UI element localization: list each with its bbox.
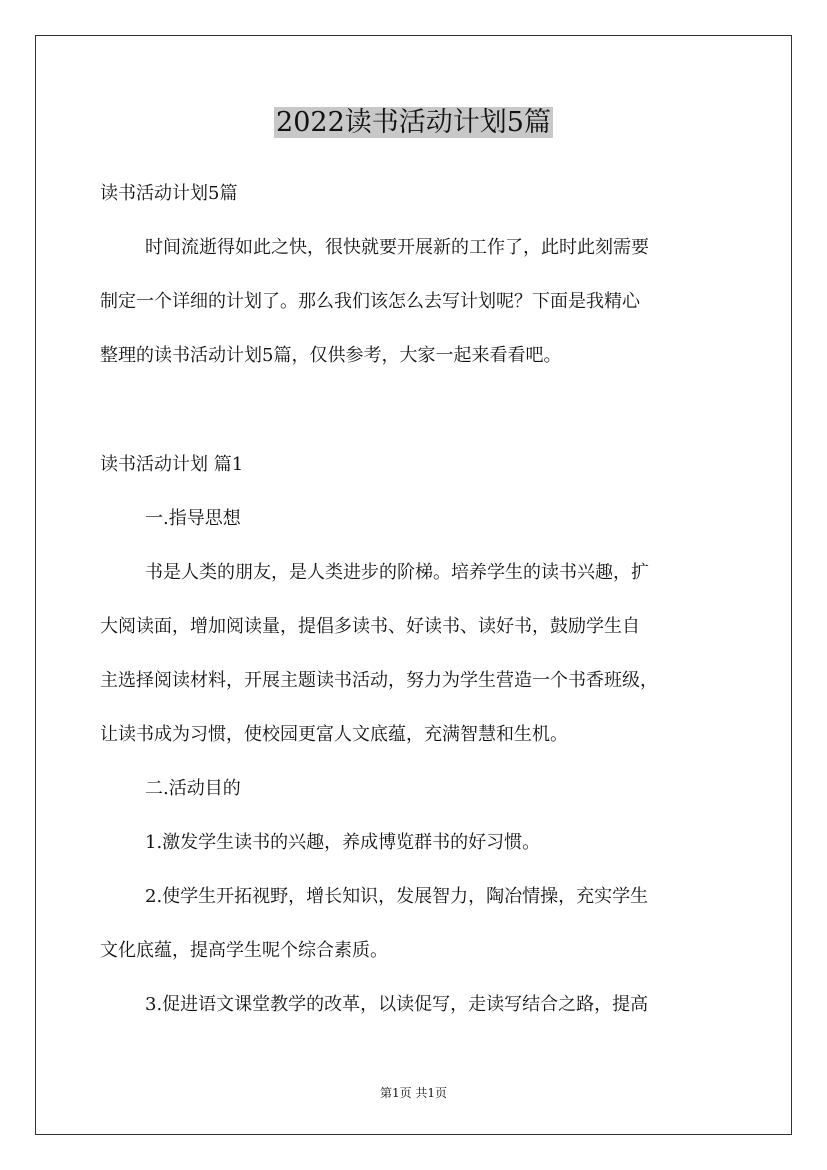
list-item: 2.使学生开拓视野，增长知识，发展智力，陶冶情操，充实学生	[145, 886, 649, 907]
paragraph-line: 主选择阅读材料，开展主题读书活动，努力为学生营造一个书香班级，	[100, 670, 658, 691]
page-footer: 第1页 共1页	[379, 1086, 448, 1100]
document-title	[0, 103, 827, 143]
paragraph-line: 文化底蕴，提高学生呢个综合素质。	[100, 940, 388, 961]
paragraph-line: 大阅读面，增加阅读量，提倡多读书、好读书、读好书，鼓励学生自	[100, 616, 640, 637]
document-title-text: 2022读书活动计划5篇	[276, 107, 551, 138]
paragraph-line: 书是人类的朋友，是人类进步的阶梯。培养学生的读书兴趣，扩	[145, 562, 649, 583]
paragraph-line: 制定一个详细的计划了。那么我们该怎么去写计划呢？下面是我精心	[100, 291, 640, 312]
list-item: 1.激发学生读书的兴趣，养成博览群书的好习惯。	[145, 832, 541, 853]
list-item: 3.促进语文课堂教学的改革，以读促写，走读写结合之路，提高	[145, 994, 649, 1015]
paragraph-line: 整理的读书活动计划5篇，仅供参考，大家一起来看看吧。	[100, 345, 562, 366]
subheading: 二.活动目的	[145, 778, 241, 799]
paragraph-line: 让读书成为习惯，使校园更富人文底蕴，充满智慧和生机。	[100, 724, 568, 745]
subtitle-line: 读书活动计划5篇	[100, 183, 238, 204]
section-heading: 读书活动计划 篇1	[100, 454, 244, 475]
paragraph-line: 时间流逝得如此之快，很快就要开展新的工作了，此时此刻需要	[145, 237, 649, 258]
subheading: 一.指导思想	[145, 508, 241, 529]
